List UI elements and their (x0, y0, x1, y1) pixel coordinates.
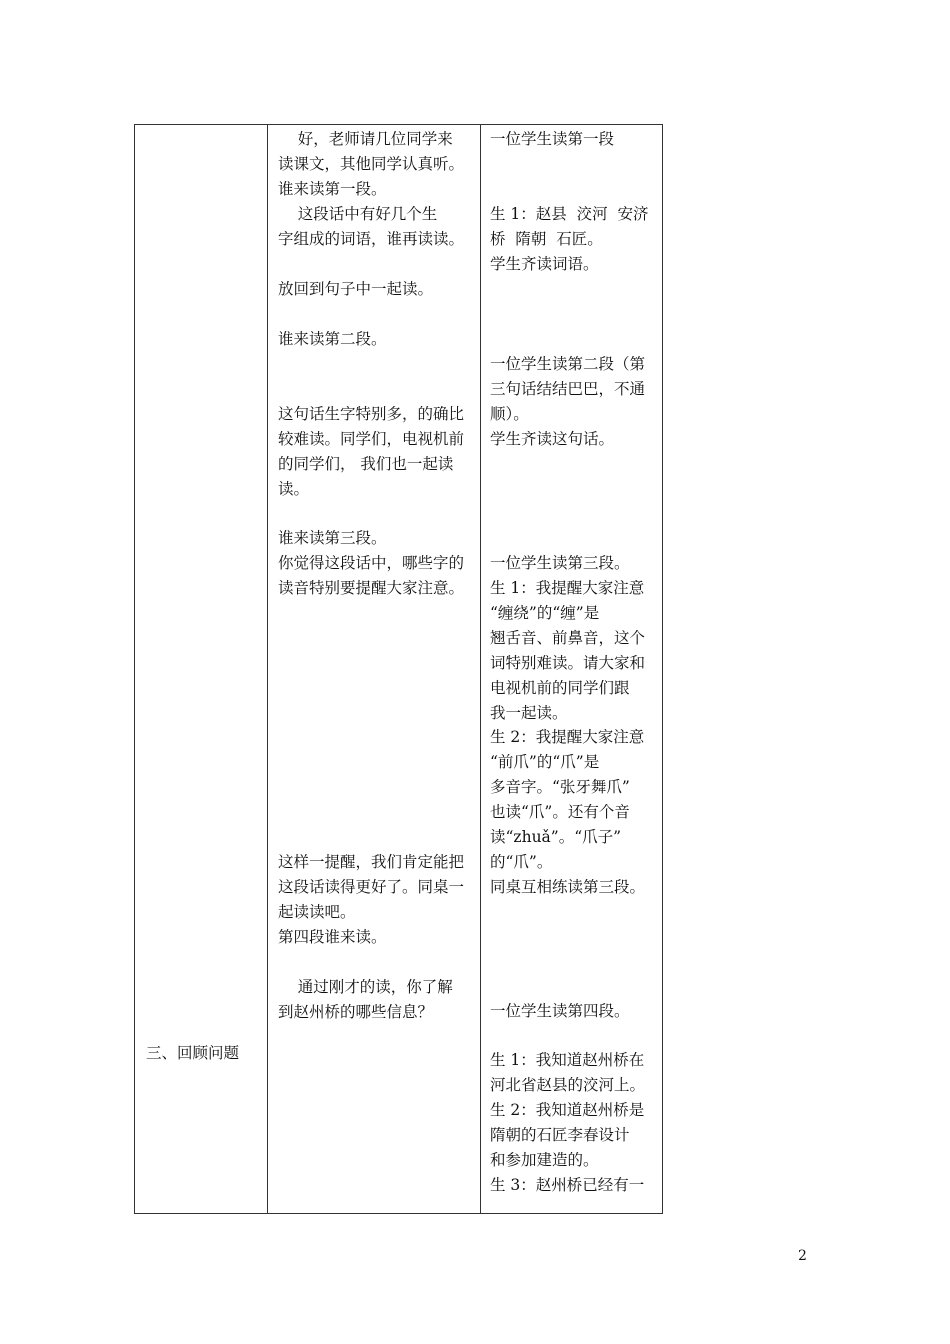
student-line: 一位学生读第四段。 (490, 1002, 630, 1020)
student-line: 生 1：我知道赵州桥在 (490, 1051, 645, 1069)
teacher-line: 第四段谁来读。 (278, 928, 387, 946)
teacher-line: 谁来读第二段。 (278, 330, 387, 348)
teacher-line: 读。 (278, 480, 310, 498)
student-line: 河北省赵县的洨河上。 (490, 1076, 646, 1094)
teacher-line: 谁来读第三段。 (278, 529, 387, 547)
student-line: 学生齐读词语。 (490, 255, 599, 273)
student-line: 生 1：我提醒大家注意 (490, 579, 645, 597)
teacher-line: 较难读。同学们，电视机前 (278, 430, 465, 448)
student-line: 词特别难读。请大家和 (490, 654, 646, 672)
teacher-line: 这句话生字特别多，的确比 (278, 405, 465, 423)
student-line: 读“zhuǎ”。“爪子” (490, 828, 622, 846)
teacher-line: 这段话读得更好了。同桌一 (278, 878, 465, 896)
teacher-line: 这样一提醒，我们肯定能把 (278, 853, 465, 871)
column-divider-2 (480, 125, 481, 1213)
student-line: 多音字。“张牙舞爪” (490, 778, 630, 796)
column-divider-1 (267, 125, 268, 1213)
student-line: 一位学生读第二段（第 (490, 355, 646, 373)
page-number: 2 (798, 1248, 807, 1264)
teacher-line: 到赵州桥的哪些信息？ (278, 1003, 434, 1021)
section-heading: 三、回顾问题 (146, 1044, 240, 1062)
student-line: 电视机前的同学们跟 (490, 679, 630, 697)
teacher-line: 的同学们， 我们也一起读 (278, 455, 454, 473)
teacher-line: 这段话中有好几个生 (278, 205, 438, 223)
student-line: 的“爪”。 (490, 853, 553, 871)
teacher-line: 谁来读第一段。 (278, 180, 387, 198)
teacher-line: 读音特别要提醒大家注意。 (278, 579, 465, 597)
teacher-line: 好，老师请几位同学来 (278, 130, 453, 148)
student-line: 三句话结结巴巴，不通 (490, 380, 646, 398)
student-line: 翘舌音、前鼻音，这个 (490, 629, 646, 647)
student-line: 同桌互相练读第三段。 (490, 878, 646, 896)
student-line: 隋朝的石匠李春设计 (490, 1126, 630, 1144)
teacher-line: 通过刚才的读，你了解 (278, 978, 453, 996)
student-line: 也读“爪”。还有个音 (490, 803, 630, 821)
student-line: 生 2：我提醒大家注意 (490, 728, 645, 746)
student-line: 生 2：我知道赵州桥是 (490, 1101, 645, 1119)
student-line: 和参加建造的。 (490, 1151, 599, 1169)
teacher-line: 起读读吧。 (278, 903, 356, 921)
student-line: 桥 隋朝 石匠。 (490, 230, 603, 248)
student-line: 生 1：赵县 洨河 安济 (490, 205, 649, 223)
lesson-table (134, 124, 663, 1214)
teacher-line: 你觉得这段话中，哪些字的 (278, 554, 465, 572)
student-line: “缠绕”的“缠”是 (490, 604, 600, 622)
student-line: 顺）。 (490, 405, 529, 423)
student-line: 生 3：赵州桥已经有一 (490, 1176, 645, 1194)
student-line: “前爪”的“爪”是 (490, 753, 600, 771)
student-line: 一位学生读第三段。 (490, 554, 630, 572)
student-line: 一位学生读第一段 (490, 130, 615, 148)
teacher-line: 放回到句子中一起读。 (278, 280, 434, 298)
student-line: 学生齐读这句话。 (490, 430, 615, 448)
teacher-line: 读课文，其他同学认真听。 (278, 155, 465, 173)
student-line: 我一起读。 (490, 704, 568, 722)
teacher-line: 字组成的词语，谁再读读。 (278, 230, 465, 248)
